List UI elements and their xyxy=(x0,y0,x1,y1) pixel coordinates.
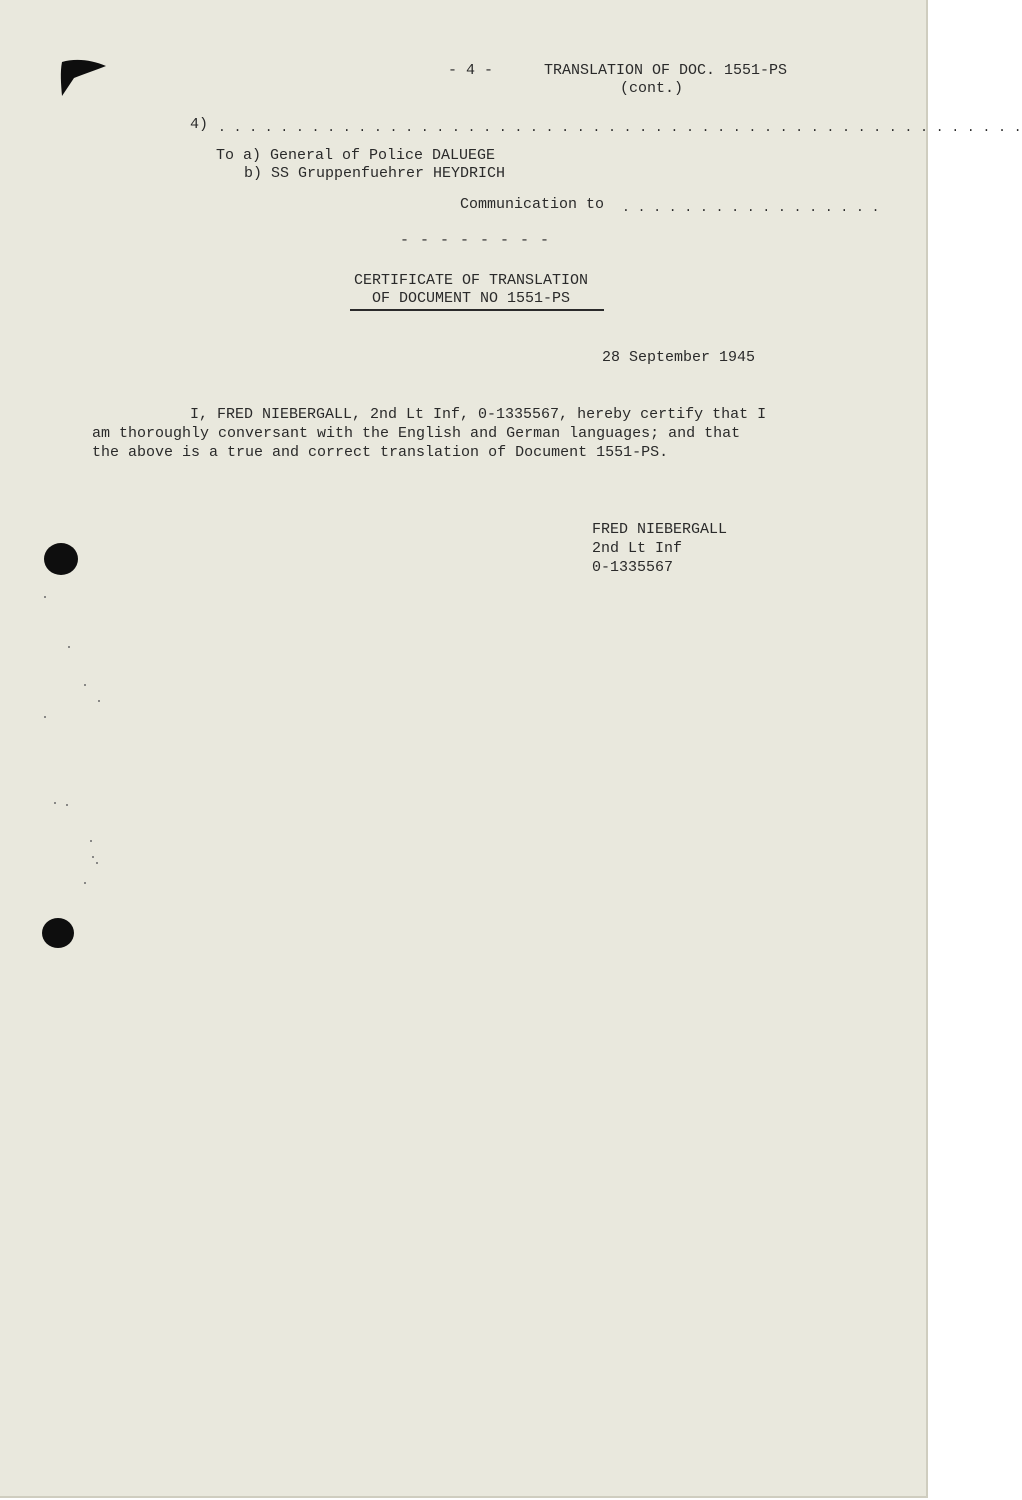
certificate-title: CERTIFICATE OF TRANSLATION xyxy=(354,272,589,289)
corner-tear-mark xyxy=(58,56,110,100)
certificate-subtitle: OF DOCUMENT NO 1551-PS xyxy=(372,290,571,307)
recipient-b: b) SS Gruppenfuehrer HEYDRICH xyxy=(244,165,506,182)
certificate-body-line-3: the above is a true and correct translation of Document 1551-PS. xyxy=(92,444,669,461)
paper-speck xyxy=(92,856,94,858)
paper-speck xyxy=(68,646,70,648)
communication-dots: . . . . . . . . . . . . . . . . . xyxy=(622,200,880,215)
section-separator: - - - - - - - - xyxy=(400,232,551,249)
signature-rank: 2nd Lt Inf xyxy=(592,540,683,557)
paper-speck xyxy=(44,596,46,598)
punch-hole-upper xyxy=(44,543,78,575)
title-underline xyxy=(350,309,604,311)
paper-speck xyxy=(84,684,86,686)
paper-speck xyxy=(84,882,86,884)
paper-speck xyxy=(98,700,100,702)
item-dots: . . . . . . . . . . . . . . . . . . . . . . . . . . . . . . . . . . . . . . . . . . . . . . . . . . . . xyxy=(218,120,1022,135)
paper-speck xyxy=(44,716,46,718)
recipient-a: To a) General of Police DALUEGE xyxy=(216,147,496,164)
header-continued: (cont.) xyxy=(620,80,684,97)
communication-label: Communication to xyxy=(460,196,605,213)
punch-hole-lower xyxy=(42,918,74,948)
certificate-body-line-2: am thoroughly conversant with the English and German languages; and that xyxy=(92,425,741,442)
item-number: 4) xyxy=(190,116,209,133)
certificate-body-line-1: I, FRED NIEBERGALL, 2nd Lt Inf, 0-1335567, hereby certify that I xyxy=(190,406,767,423)
paper-speck xyxy=(66,804,68,806)
certificate-date: 28 September 1945 xyxy=(602,349,756,366)
paper-speck xyxy=(90,840,92,842)
document-header: TRANSLATION OF DOC. 1551-PS xyxy=(544,62,788,79)
page-number: - 4 - xyxy=(448,62,494,79)
signature-name: FRED NIEBERGALL xyxy=(592,521,728,538)
paper-speck xyxy=(96,862,98,864)
signature-serial: 0-1335567 xyxy=(592,559,674,576)
paper-speck xyxy=(54,802,56,804)
